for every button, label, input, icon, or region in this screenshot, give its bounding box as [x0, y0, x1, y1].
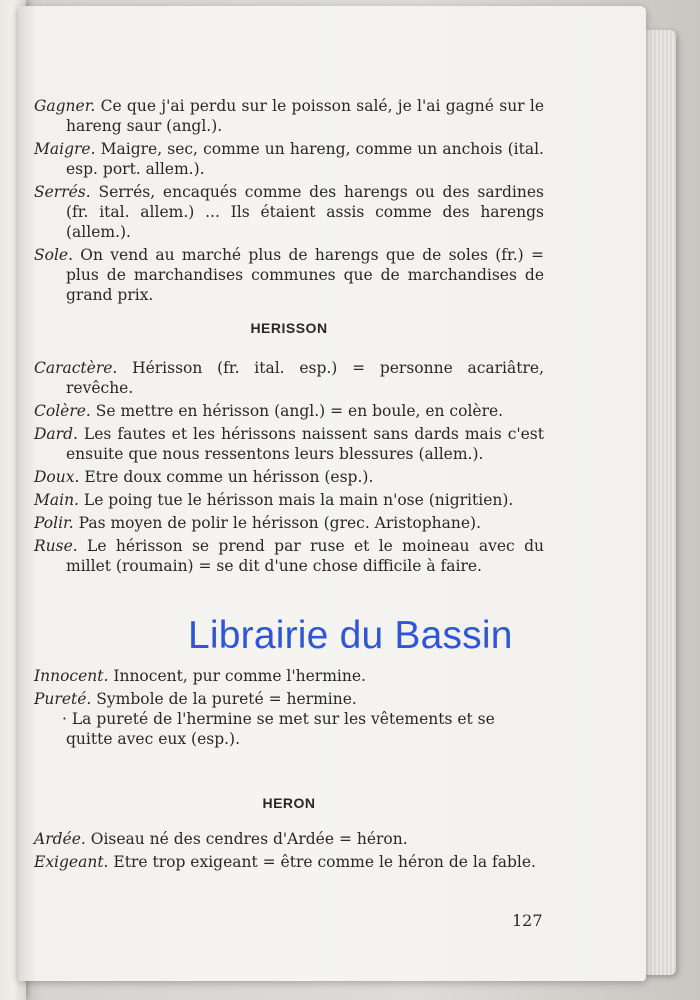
dictionary-entry	[34, 401, 544, 421]
entry-text: On vend au marché plus de harengs que de soles (fr.) = plus de marchandises communes que de marchandises de grand prix.	[66, 246, 544, 304]
entry-keyword: Sole.	[34, 246, 74, 264]
hermine-continuation: · La pureté de l'hermine se met sur les vêtements et se quitte avec eux (esp.).	[62, 710, 495, 748]
entry-text: Innocent, pur comme l'hermine.	[108, 667, 366, 685]
dictionary-entry	[34, 245, 544, 305]
entry-keyword: Gagner.	[34, 97, 96, 115]
entry-keyword: Main.	[34, 491, 79, 509]
entry-keyword: Serrés.	[34, 183, 91, 201]
entry-keyword: Caractère.	[34, 359, 118, 377]
entry-text: Etre doux comme un hérisson (esp.).	[79, 468, 374, 486]
section-heading-herisson: HERISSON	[250, 320, 328, 336]
hermine-entries	[34, 666, 544, 712]
entry-keyword: Polir.	[34, 514, 74, 532]
section-heading-heron: HERON	[262, 795, 316, 811]
dictionary-entry	[34, 139, 544, 179]
entry-keyword: Innocent.	[34, 667, 109, 685]
dictionary-entry	[34, 513, 544, 533]
entry-text: Symbole de la pureté = hermine.	[91, 690, 357, 708]
entry-keyword: Dard.	[34, 425, 78, 443]
dictionary-entry	[34, 689, 544, 709]
dictionary-entry	[34, 666, 544, 686]
entry-keyword: Pureté.	[34, 690, 92, 708]
entry-text: Se mettre en hérisson (angl.) = en boule, en colère.	[90, 402, 504, 420]
dictionary-entry	[34, 96, 544, 136]
entry-text: Le poing tue le hérisson mais la main n'ose (nigritien).	[78, 491, 514, 509]
dictionary-entry	[34, 536, 544, 576]
entry-text: Oiseau né des cendres d'Ardée = héron.	[85, 830, 408, 848]
heron-entries	[34, 829, 544, 875]
entry-text: Etre trop exigeant = être comme le héron de la fable.	[108, 853, 536, 871]
dictionary-entry	[34, 424, 544, 464]
hareng-entries	[34, 96, 544, 308]
dictionary-entry	[34, 358, 544, 398]
entry-keyword: Doux.	[34, 468, 80, 486]
entry-keyword: Exigeant.	[34, 853, 109, 871]
dictionary-entry	[34, 467, 544, 487]
dictionary-entry	[34, 829, 544, 849]
dictionary-entry	[34, 490, 544, 510]
entry-text: Maigre, sec, comme un hareng, comme un anchois (ital. esp. port. allem.).	[66, 140, 544, 178]
entry-text: Les fautes et les hérissons naissent sans dards mais c'est ensuite que nous ressentons leurs blessures (allem.).	[66, 425, 544, 463]
entry-text: Ce que j'ai perdu sur le poisson salé, je l'ai gagné sur le hareng saur (angl.).	[66, 97, 544, 135]
entry-keyword: Colère.	[34, 402, 91, 420]
page-number: 127	[512, 911, 543, 930]
entry-text: Serrés, encaqués comme des harengs ou des sardines (fr. ital. allem.) ... Ils étaient assis comme des harengs (allem.).	[66, 183, 544, 241]
entry-text: Le hérisson se prend par ruse et le moineau avec du millet (roumain) = se dit d'une chose difficile à faire.	[66, 537, 544, 575]
herisson-entries	[34, 358, 544, 579]
watermark-text: Librairie du Bassin	[188, 614, 513, 657]
dictionary-entry	[34, 852, 544, 872]
entry-text: Hérisson (fr. ital. esp.) = personne acariâtre, revêche.	[66, 359, 544, 397]
entry-text: Pas moyen de polir le hérisson (grec. Aristophane).	[73, 514, 482, 532]
dictionary-entry	[34, 182, 544, 242]
entry-keyword: Ruse.	[34, 537, 78, 555]
entry-keyword: Ardée.	[34, 830, 86, 848]
entry-keyword: Maigre.	[34, 140, 96, 158]
